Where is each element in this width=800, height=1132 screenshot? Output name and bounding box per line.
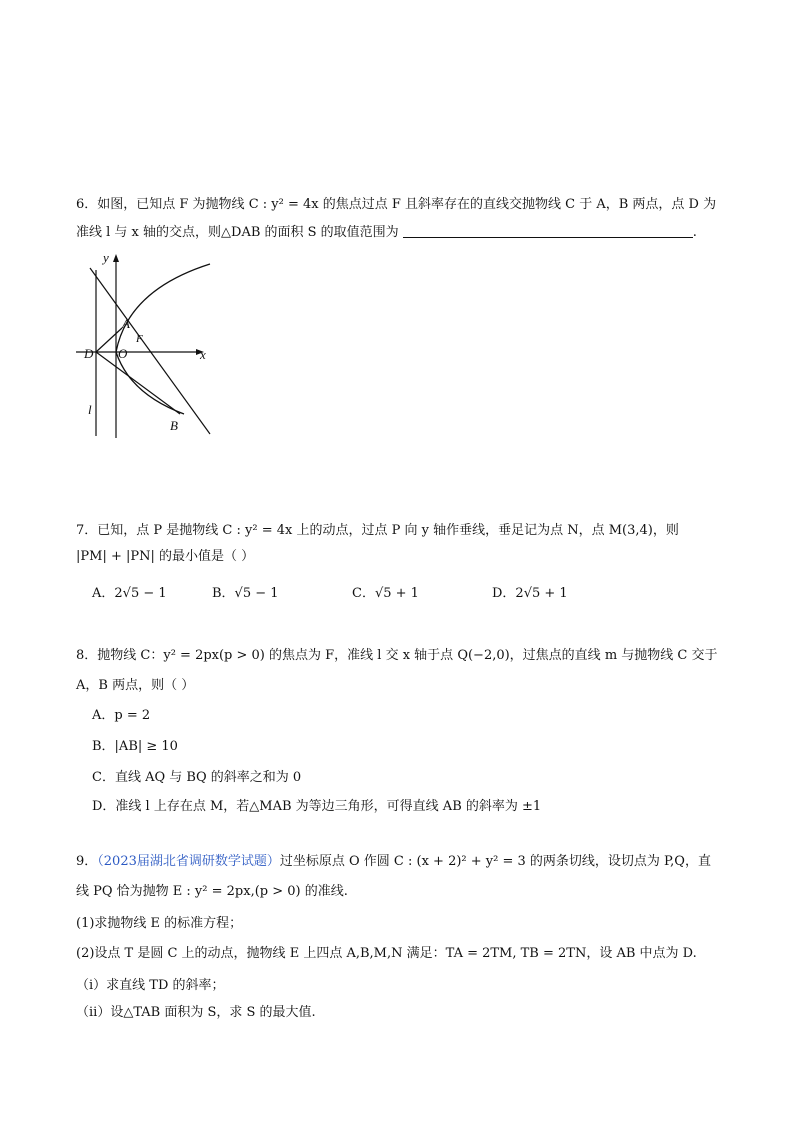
q6-line1: 6．如图，已知点 F 为抛物线 C : y² = 4x 的焦点过点 F 且斜率存在的直线交抛物线 C 于 A，B 两点，点 D 为 (76, 197, 717, 212)
q8-option-d: D．准线 l 上存在点 M，若△MAB 为等边三角形，可得直线 AB 的斜率为 ±1 (92, 799, 542, 814)
q9-line1-rest: 过坐标原点 O 作圆 C : (x + 2)² + y² = 3 的两条切线，设切点为 P,Q，直 (279, 854, 711, 869)
q8-line1: 8．抛物线 C：y² = 2px(p > 0) 的焦点为 F，准线 l 交 x 轴于点 Q(−2,0)，过焦点的直线 m 与抛物线 C 交于 (76, 648, 718, 663)
segment-DB (96, 352, 180, 414)
label-F: F (136, 333, 143, 345)
q7-option-d: D．2√5 + 1 (492, 586, 568, 601)
q9-sub1: （i）求直线 TD 的斜率； (76, 978, 225, 993)
q7-option-b: B．√5 − 1 (212, 586, 279, 601)
q9-sub2: （ii）设△TAB 面积为 S，求 S 的最大值. (76, 1005, 316, 1020)
q7-line2: |PM| + |PN| 的最小值是（ ） (76, 549, 255, 564)
q8-option-b: B．|AB| ≥ 10 (92, 739, 178, 754)
q9-line2: 线 PQ 恰为抛物 E : y² = 2px,(p > 0) 的准线. (76, 884, 348, 899)
q6-line2-end: . (692, 225, 697, 240)
q8-option-a: A．p = 2 (92, 708, 151, 723)
parabola-figure (72, 248, 222, 440)
q9-part2: (2)设点 T 是圆 C 上的动点，抛物线 E 上四点 A,B,M,N 满足：TA = 2TM, TB = 2TN，设 AB 中点为 D. (76, 946, 697, 961)
q9-source: （2023届湖北省调研数学试题） (97, 854, 280, 869)
q7-line1: 7．已知，点 P 是抛物线 C : y² = 4x 上的动点，过点 P 向 y 轴作垂线，垂足记为点 N，点 M(3,4)，则 (76, 523, 679, 538)
chord-line (90, 268, 210, 434)
q7-option-a: A．2√5 − 1 (92, 586, 167, 601)
y-axis-arrow (113, 254, 119, 262)
label-D: D (84, 346, 94, 361)
q9-line1 (76, 852, 711, 872)
parabola-curve (116, 264, 210, 414)
q6-line2 (76, 223, 697, 243)
label-A: A (122, 316, 130, 331)
label-B: B (170, 418, 178, 433)
answer-blank (403, 223, 693, 238)
label-O: O (118, 346, 128, 361)
q8-line2: A，B 两点，则（ ） (76, 678, 195, 693)
label-l: l (88, 402, 92, 417)
q8-option-c: C．直线 AQ 与 BQ 的斜率之和为 0 (92, 770, 302, 785)
q6-line2-text: 准线 l 与 x 轴的交点，则△DAB 的面积 S 的取值范围为 (76, 225, 399, 240)
label-x: x (200, 347, 206, 362)
q9-number: 9． (76, 854, 98, 869)
q9-part1: (1)求抛物线 E 的标准方程； (76, 916, 243, 931)
q7-option-c: C．√5 + 1 (352, 586, 419, 601)
label-y: y (103, 250, 109, 265)
